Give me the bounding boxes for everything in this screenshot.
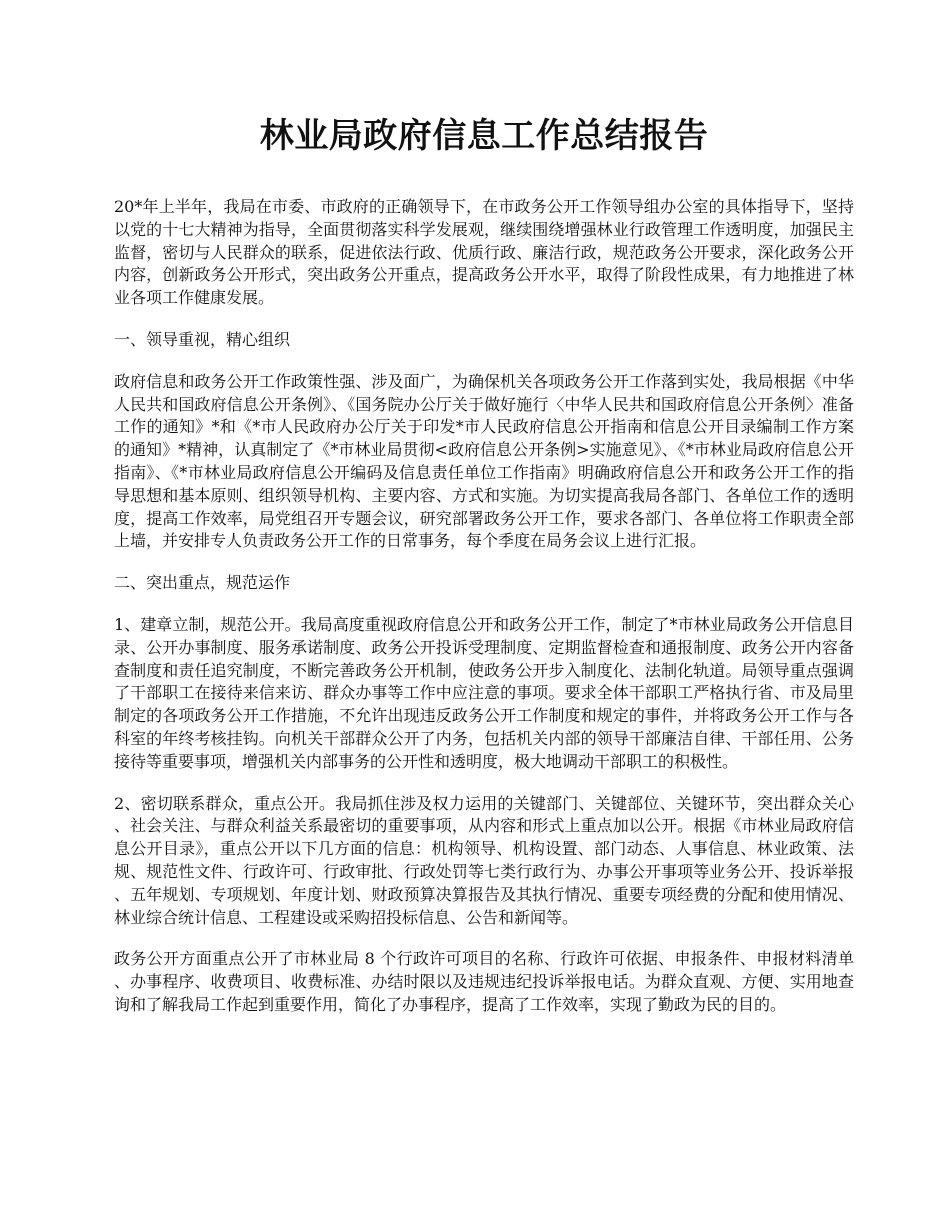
public-contact-paragraph: 2、密切联系群众，重点公开。我局抓住涉及权力运用的关键部门、关键部位、关键环节，突出群众关心、社会关注、与群众利益关系最密切的重要事项，从内容和形式上重点加以公开。根据《市林业局政府信息公开目录》，重点公开以下几方面的信息：机构领导、机构设置、部门动态、人事信息、林业政策、法规、规范性文件、行政许可、行政审批、行政处罚等七类行政行为、办事公开事项等业务公开、投诉举报、五年规划、专项规划、年度计划、财政预算决算报告及其执行情况、重要专项经费的分配和使用情况、林业综合统计信息、工程建设或采购招投标信息、公告和新闻等。 [114,793,854,927]
section-heading-leadership: 一、领导重视，精心组织 [114,329,291,349]
leadership-paragraph: 政府信息和政务公开工作政策性强、涉及面广，为确保机关各项政务公开工作落到实处，我局根据《中华人民共和国政府信息公开条例》、《国务院办公厅关于做好施行〈中华人民共和国政府信息公开条例〉准备工作的通知》*和《*市人民政府办公厅关于印发*市人民政府信息公开指南和信息公开目录编制工作方案的通知》*精神，认真制定了《*市林业局贯彻<政府信息公开条例>实施意见》、《*市林业局政府信息公开指南》、《*市林业局政府信息公开编码及信息责任单位工作指南》明确政府信息公开和政务公开工作的指导思想和基本原则、组织领导机构、主要内容、方式和实施。为切实提高我局各部门、各单位工作的透明度，提高工作效率，局党组召开专题会议，研究部署政务公开工作，要求各部门、各单位将工作职责全部上墙，并安排专人负责政务公开工作的日常事务，每个季度在局务会议上进行汇报。 [114,371,854,551]
document-title: 林业局政府信息工作总结报告 [259,116,709,156]
intro-paragraph: 20*年上半年，我局在市委、市政府的正确领导下，在市政务公开工作领导组办公室的具体指导下，坚持以党的十七大精神为指导，全面贯彻落实科学发展观，继续围绕增强林业行政管理工作透明度，加强民主监督，密切与人民群众的联系，促进依法行政、优质行政、廉洁行政，规范政务公开要求，深化政务公开内容，创新政务公开形式，突出政务公开重点，提高政务公开水平，取得了阶段性成果，有力地推进了林业各项工作健康发展。 [114,197,854,308]
document-page [114,112,854,1036]
rules-paragraph: 1、建章立制，规范公开。我局高度重视政府信息公开和政务公开工作，制定了*市林业局政务公开信息目录、公开办事制度、服务承诺制度、政务公开投诉受理制度、定期监督检查和通报制度、政务公开内容备查制度和责任追究制度，不断完善政务公开机制，使政务公开步入制度化、法制化轨道。局领导重点强调了干部职工在接待来信来访、群众办事等工作中应注意的事项。要求全体干部职工严格执行省、市及局里制定的各项政务公开工作措施，不允许出现违反政务公开工作制度和规定的事件，并将政务公开工作与各科室的年终考核挂钩。向机关干部群众公开了内务，包括机关内部的领导干部廉洁自律、干部任用、公务接待等重要事项，增强机关内部事务的公开性和透明度，极大地调动干部职工的积极性。 [114,614,854,771]
admin-license-paragraph: 政务公开方面重点公开了市林业局 8 个行政许可项目的名称、行政许可依据、申报条件、申报材料清单、办事程序、收费项目、收费标准、办结时限以及违规违纪投诉举报电话。为群众直观、方便、实用地查询和了解我局工作起到重要作用，简化了办事程序，提高了工作效率，实现了勤政为民的目的。 [114,949,854,1014]
section-heading-key-points: 二、突出重点，规范运作 [114,573,291,593]
